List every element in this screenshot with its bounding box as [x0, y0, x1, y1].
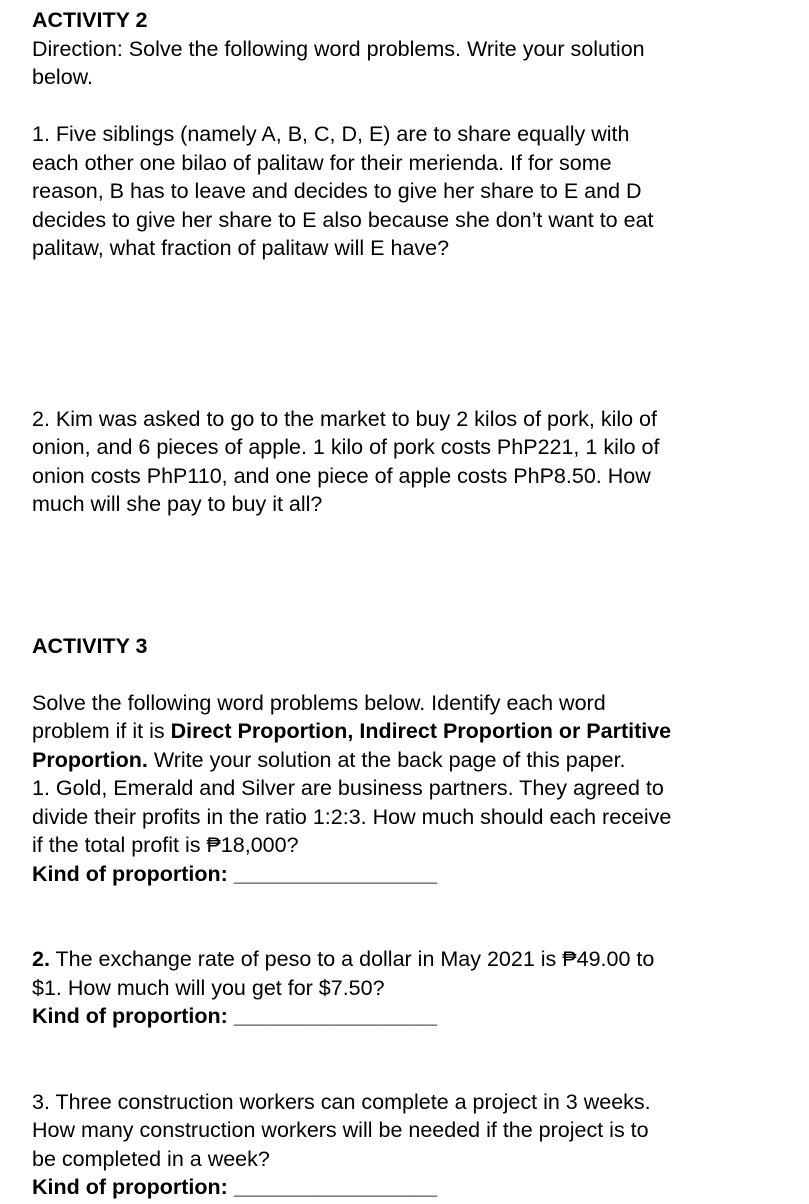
problem-text: The exchange rate of peso to a dollar in May 2021 is ₱49.00 to [49, 947, 655, 971]
answer-blank[interactable]: _________________ [233, 1175, 438, 1199]
activity3-problem3-line: be completed in a week? [32, 1146, 270, 1171]
activity3-heading: ACTIVITY 3 [32, 633, 148, 658]
activity3-intro-line [32, 746, 792, 775]
kind-label: Kind of proportion: [32, 1175, 228, 1199]
kind-of-proportion-answer-3[interactable] [32, 1173, 792, 1202]
activity2-problem1-line: each other one bilao of palitaw for their merienda. If for some [32, 150, 612, 175]
activity3-problem2-line [32, 945, 792, 974]
activity2-section [32, 6, 792, 263]
kind-of-proportion-answer-1[interactable] [32, 860, 792, 889]
intro-text: problem if it is [32, 719, 171, 743]
activity3-intro-line [32, 717, 792, 746]
problem-number: 2. [32, 947, 50, 971]
answer-blank[interactable]: _________________ [233, 861, 438, 886]
activity2-problem2-line: onion costs PhP110, and one piece of apple costs PhP8.50. How [32, 463, 651, 488]
spacer [32, 660, 792, 689]
worksheet-page [32, 6, 792, 1202]
activity3-problem2-line: $1. How much will you get for $7.50? [32, 975, 385, 1000]
activity2-problem2-line: much will she pay to buy it all? [32, 492, 323, 516]
activity2-problem2 [32, 405, 792, 519]
activity3-problem1-line: if the total profit is ₱18,000? [32, 833, 299, 857]
activity3-problem1-line: divide their profits in the ratio 1:2:3. How much should each receive [32, 804, 672, 829]
activity2-direction-line: Direction: Solve the following word problems. Write your solution [32, 36, 645, 61]
activity3-intro-line: Solve the following word problems below. Identify each word [32, 690, 606, 715]
activity2-problem1-line: 1. Five siblings (namely A, B, C, D, E) are to share equally with [32, 122, 630, 146]
kind-of-proportion-answer-2[interactable] [32, 1002, 792, 1031]
activity2-problem2-line: onion, and 6 pieces of apple. 1 kilo of pork costs PhP221, 1 kilo of [32, 435, 660, 459]
activity2-direction-line: below. [32, 65, 93, 89]
spacer [32, 92, 792, 121]
activity2-problem1-line: reason, B has to leave and decides to give her share to E and D [32, 179, 642, 203]
activity3-problem3-line: How many construction workers will be needed if the project is to [32, 1118, 649, 1142]
intro-bold-text: Direct Proportion, Indirect Proportion or Partitive [170, 719, 672, 743]
activity3-problem3-line: 3. Three construction workers can complete a project in 3 weeks. [32, 1089, 651, 1114]
activity3-problem2 [32, 945, 792, 1031]
activity2-heading: ACTIVITY 2 [32, 8, 148, 32]
activity2-problem2-line: 2. Kim was asked to go to the market to buy 2 kilos of pork, kilo of [32, 406, 657, 431]
kind-label: Kind of proportion: [32, 861, 228, 886]
kind-label: Kind of proportion: [32, 1004, 228, 1028]
answer-blank[interactable]: _________________ [233, 1004, 438, 1028]
activity3-problem3 [32, 1088, 792, 1202]
activity2-problem1-line: palitaw, what fraction of palitaw will E have? [32, 236, 450, 260]
activity3-problem1-line: 1. Gold, Emerald and Silver are business partners. They agreed to [32, 776, 664, 800]
intro-bold-text: Proportion. [32, 747, 148, 772]
intro-text: Write your solution at the back page of this paper. [147, 747, 626, 772]
activity3-section [32, 632, 792, 889]
activity2-problem1-line: decides to give her share to E also because she don’t want to eat [32, 207, 654, 232]
